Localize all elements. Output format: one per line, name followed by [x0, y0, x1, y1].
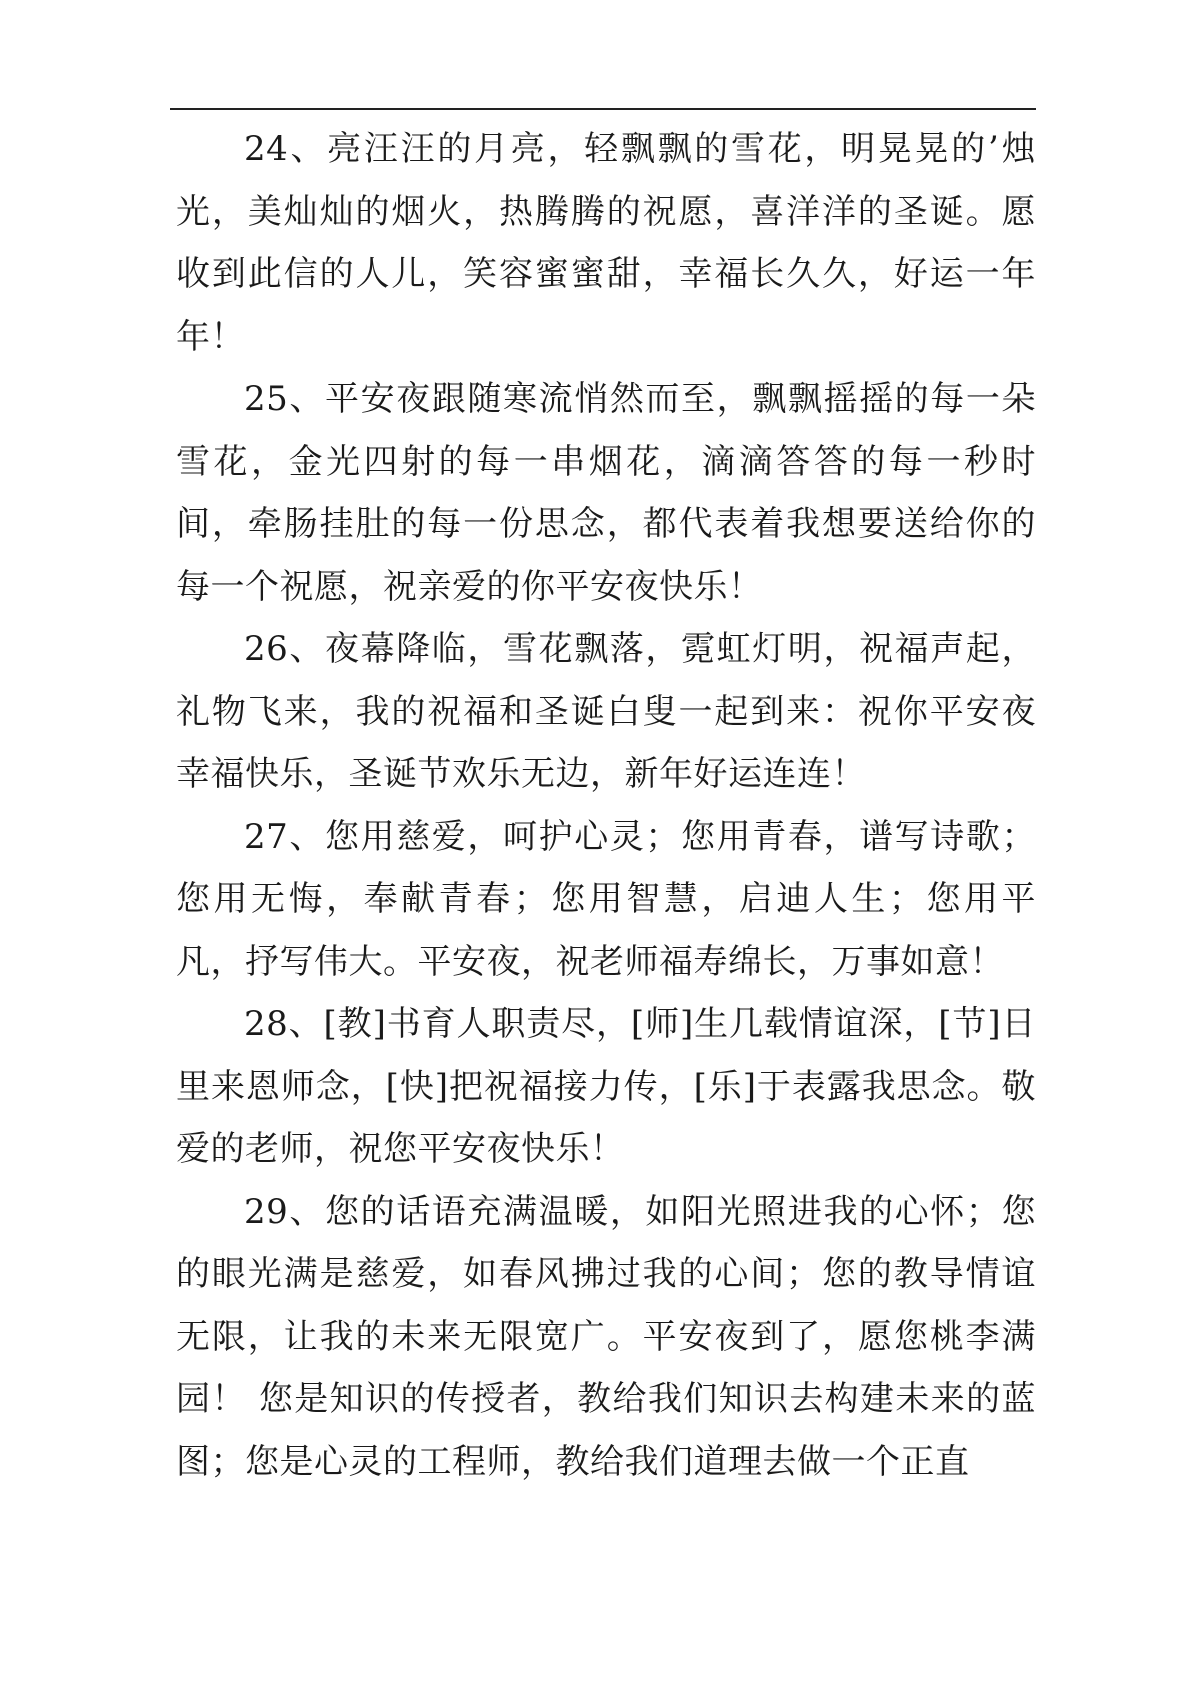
paragraph-26: 26、夜幕降临，雪花飘落，霓虹灯明，祝福声起，礼物飞来，我的祝福和圣诞白叟一起到来：祝你平安夜幸福快乐，圣诞节欢乐无边，新年好运连连！ — [176, 629, 1036, 794]
paragraph-28: 28、[教]书育人职责尽，[师]生几载情谊深，[节]日里来恩师念，[快]把祝福接力传，[乐]于表露我思念。敬爱的老师，祝您平安夜快乐！ — [176, 1004, 1036, 1169]
paragraph-27: 27、您用慈爱，呵护心灵；您用青春，谱写诗歌；您用无悔，奉献青春；您用智慧，启迪人生；您用平凡，抒写伟大。平安夜，祝老师福寿绵长，万事如意！ — [176, 816, 1036, 982]
document-body — [176, 118, 1036, 1493]
paragraph-24: 24、亮汪汪的月亮，轻飘飘的雪花，明晃晃的’烛光，美灿灿的烟火，热腾腾的祝愿，喜洋洋的圣诞。愿收到此信的人儿，笑容蜜蜜甜，幸福长久久，好运一年年！ — [176, 129, 1036, 357]
header-rule — [170, 108, 1036, 110]
paragraph-29: 29、您的话语充满温暖，如阳光照进我的心怀；您的眼光满是慈爱，如春风拂过我的心间；您的教导情谊无限，让我的未来无限宽广。平安夜到了，愿您桃李满园！ 您是知识的传授者，教给我们知识去构建未来的蓝图；您是心灵的工程师，教给我们道理去做一个正直 — [176, 1191, 1036, 1482]
paragraph-25: 25、平安夜跟随寒流悄然而至，飘飘摇摇的每一朵雪花，金光四射的每一串烟花，滴滴答答的每一秒时间，牵肠挂肚的每一份思念，都代表着我想要送给你的每一个祝愿，祝亲爱的你平安夜快乐！ — [176, 379, 1036, 607]
